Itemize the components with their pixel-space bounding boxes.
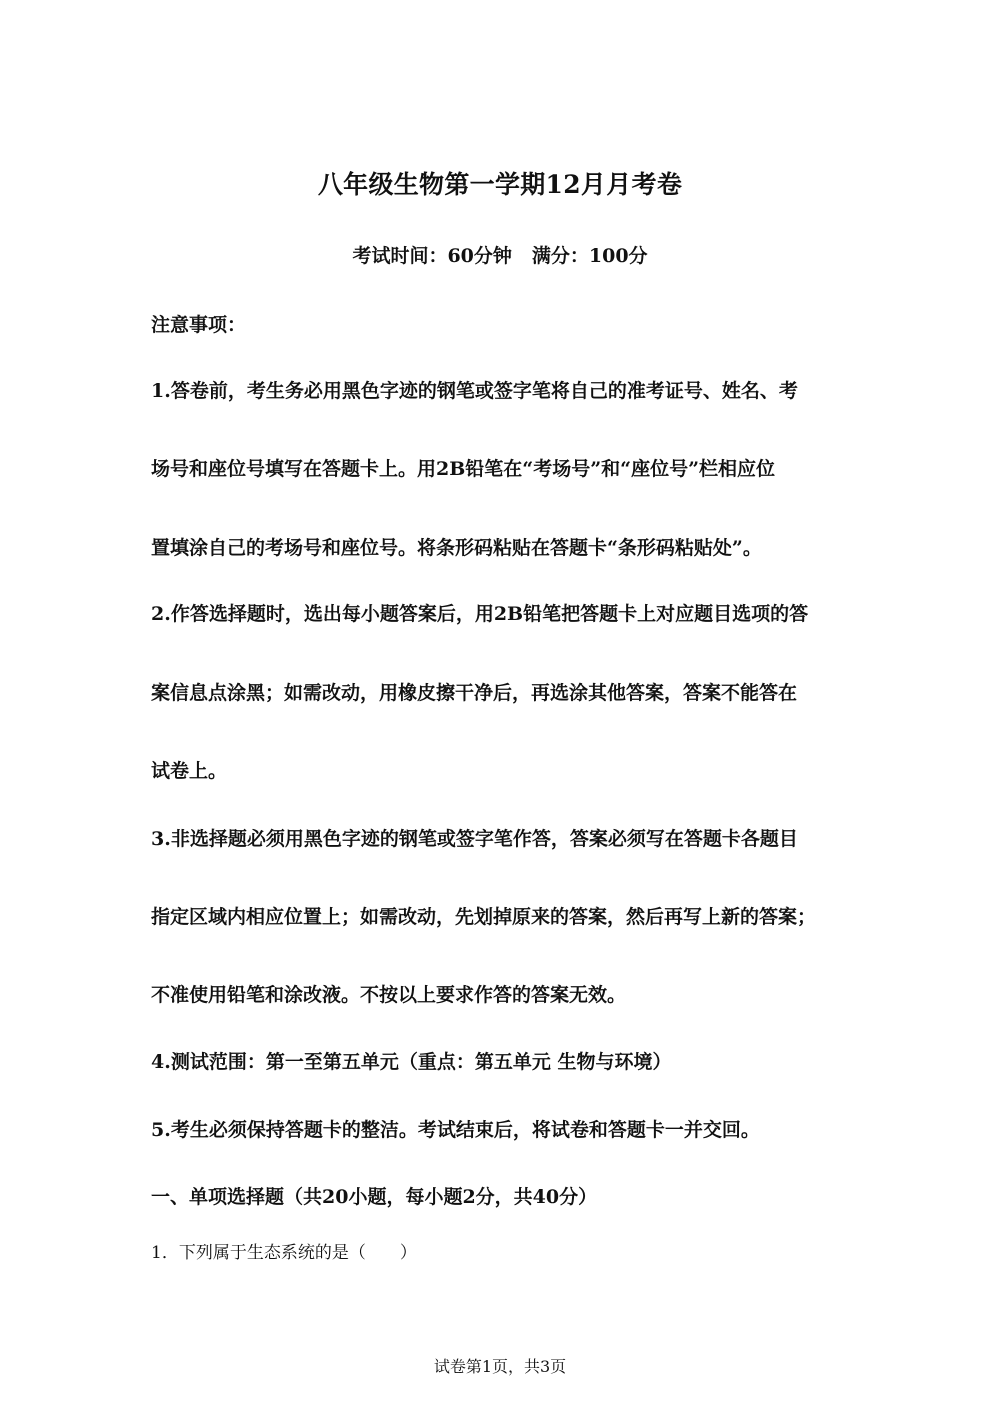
page-footer: 试卷第1页，共3页 [433, 1357, 567, 1376]
full-score: 满分：100分 [531, 245, 648, 267]
section-one-heading: 一、单项选择题（共20小题，每小题2分，共40分） [151, 1186, 598, 1208]
notice-heading: 注意事项： [151, 314, 247, 336]
notice-line-10: 4.测试范围：第一至第五单元（重点：第五单元 生物与环境） [151, 1051, 672, 1073]
notice-line-6: 试卷上。 [151, 760, 228, 782]
notice-line-9: 不准使用铅笔和涂改液。不按以上要求作答的答案无效。 [151, 984, 627, 1006]
notice-line-11: 5.考生必须保持答题卡的整洁。考试结束后，将试卷和答题卡一并交回。 [151, 1119, 760, 1141]
notice-line-1: 1.答卷前，考生务必用黑色字迹的钢笔或签字笔将自己的准考证号、姓名、考 [151, 380, 798, 402]
notice-line-8: 指定区域内相应位置上；如需改动，先划掉原来的答案，然后再写上新的答案； [151, 906, 817, 928]
question-1: 1．下列属于生态系统的是（ ） [151, 1243, 417, 1263]
notice-line-3: 置填涂自己的考场号和座位号。将条形码粘贴在答题卡“条形码粘贴处”。 [151, 537, 762, 559]
exam-time: 考试时间：60分钟 [352, 245, 512, 267]
exam-info [0, 242, 1000, 270]
notice-line-7: 3.非选择题必须用黑色字迹的钢笔或签字笔作答，答案必须写在答题卡各题目 [151, 828, 798, 850]
exam-title: 八年级生物第一学期12月月考卷 [317, 170, 683, 199]
notice-line-2: 场号和座位号填写在答题卡上。用2B铅笔在“考场号”和“座位号”栏相应位 [151, 458, 775, 480]
notice-line-5: 案信息点涂黑；如需改动，用橡皮擦干净后，再选涂其他答案，答案不能答在 [151, 682, 798, 704]
notice-line-4: 2.作答选择题时，选出每小题答案后，用2B铅笔把答题卡上对应题目选项的答 [151, 603, 809, 625]
